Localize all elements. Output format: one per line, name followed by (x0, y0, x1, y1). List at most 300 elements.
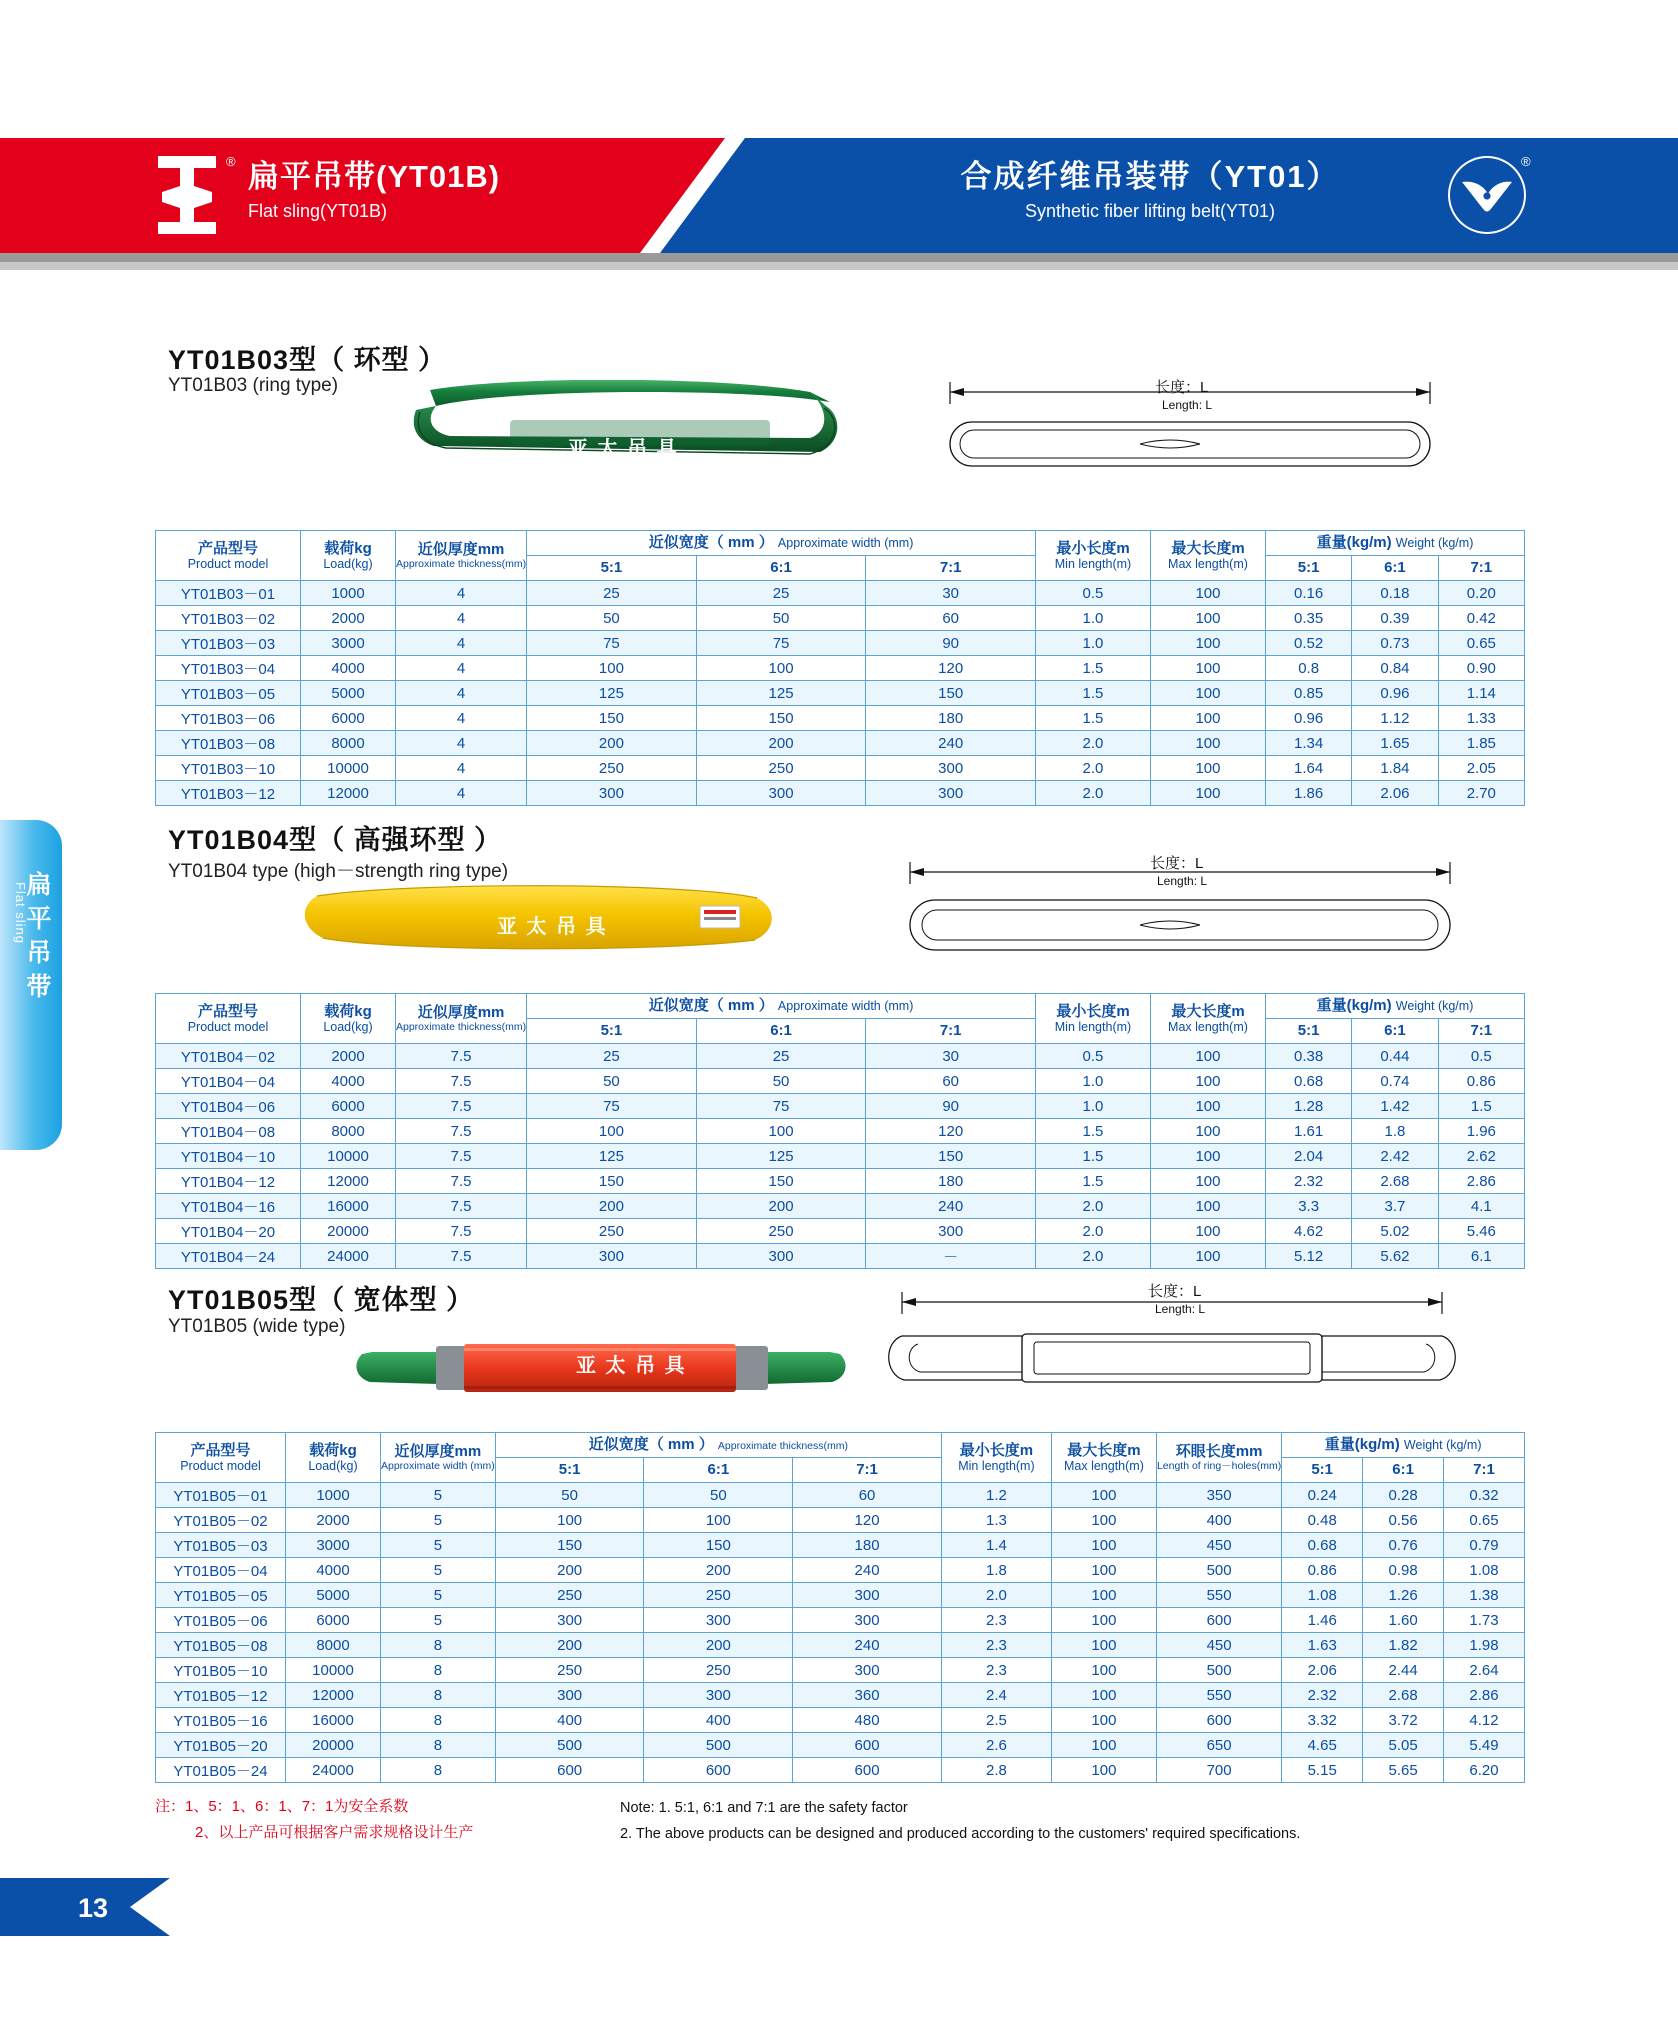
cell-value: 250 (644, 1583, 793, 1608)
cell-value: 600 (793, 1733, 942, 1758)
cell-value: 6000 (286, 1608, 381, 1633)
cell-value: 75 (527, 631, 697, 656)
cell-model: YT01B04－16 (156, 1194, 301, 1219)
table-2-head (156, 994, 1525, 1044)
cell-model: YT01B03－06 (156, 706, 301, 731)
cell-value: 125 (696, 681, 866, 706)
cell-value: 2.68 (1352, 1169, 1438, 1194)
cell-value: 180 (866, 1169, 1036, 1194)
cell-value: 0.48 (1282, 1508, 1363, 1533)
cell-value: 300 (696, 1244, 866, 1269)
cell-value: 2.32 (1282, 1683, 1363, 1708)
th-width-5-1: 5:1 (527, 556, 697, 581)
cell-value: 500 (495, 1733, 644, 1758)
cell-value: 2.0 (941, 1583, 1051, 1608)
th-weight-5-1: 5:1 (1265, 1019, 1351, 1044)
table-row (156, 1244, 1525, 1269)
cell-model: YT01B04－10 (156, 1144, 301, 1169)
table-row (156, 1533, 1525, 1558)
cell-value: 0.20 (1438, 581, 1524, 606)
cell-value: 180 (793, 1533, 942, 1558)
cell-value: 1.0 (1035, 606, 1150, 631)
cell-value: 0.68 (1282, 1533, 1363, 1558)
cell-value: 3.7 (1352, 1194, 1438, 1219)
cell-value: 4.1 (1438, 1194, 1524, 1219)
cell-model: YT01B05－04 (156, 1558, 286, 1583)
cell-value: 240 (793, 1633, 942, 1658)
cell-value: 100 (644, 1508, 793, 1533)
cell-value: 1.61 (1265, 1119, 1351, 1144)
table-row (156, 1094, 1525, 1119)
cell-value: 100 (1150, 1244, 1265, 1269)
cell-value: 0.86 (1282, 1558, 1363, 1583)
cell-model: YT01B05－10 (156, 1658, 286, 1683)
th-thickness: 近似厚度mm Approximate thickness(mm) (396, 994, 527, 1044)
cell-value: 100 (1051, 1733, 1156, 1758)
th-thickness: 近似厚度mm Approximate width (mm) (381, 1433, 496, 1483)
th-model: 产品型号 Product model (156, 531, 301, 581)
cell-value: 100 (495, 1508, 644, 1533)
company-logo-icon (152, 152, 222, 238)
spec-table-yt01b03 (155, 530, 1525, 806)
cell-value: 8 (381, 1758, 496, 1783)
cell-value: 200 (696, 1194, 866, 1219)
cell-value: 400 (644, 1708, 793, 1733)
section-3-title-cn: YT01B05型（ 宽体型 ） (168, 1285, 475, 1315)
brand-badge (1448, 156, 1526, 234)
cell-model: YT01B05－24 (156, 1758, 286, 1783)
cell-value: 100 (1150, 1144, 1265, 1169)
cell-value: 1.28 (1265, 1094, 1351, 1119)
th-width-6-1: 6:1 (696, 556, 866, 581)
cell-value: 7.5 (396, 1219, 527, 1244)
cell-value: 650 (1156, 1733, 1281, 1758)
cell-value: 100 (1051, 1658, 1156, 1683)
th-model: 产品型号 Product model (156, 1433, 286, 1483)
cell-value: 8 (381, 1683, 496, 1708)
cell-value: 2.68 (1363, 1683, 1444, 1708)
cell-value: 300 (644, 1683, 793, 1708)
cell-value: 1.2 (941, 1483, 1051, 1508)
cell-value: 8 (381, 1658, 496, 1683)
cell-value: 4 (396, 631, 527, 656)
cell-value: 4.65 (1282, 1733, 1363, 1758)
cell-value: 1.8 (1352, 1119, 1438, 1144)
table-row (156, 1194, 1525, 1219)
cell-value: 8000 (301, 1119, 396, 1144)
diagram-2-length-en: Length: L (1157, 874, 1208, 888)
table-row (156, 1683, 1525, 1708)
cell-value: 150 (866, 681, 1036, 706)
cell-value: 0.35 (1265, 606, 1351, 631)
cell-value: － (866, 1244, 1036, 1269)
cell-model: YT01B05－05 (156, 1583, 286, 1608)
cell-model: YT01B05－01 (156, 1483, 286, 1508)
table-row (156, 1483, 1525, 1508)
cell-value: 250 (527, 756, 697, 781)
cell-value: 25 (696, 1044, 866, 1069)
cell-value: 1.96 (1438, 1119, 1524, 1144)
cell-model: YT01B03－02 (156, 606, 301, 631)
cell-value: 200 (495, 1558, 644, 1583)
th-weight-group: 重量(kg/m) Weight (kg/m) (1265, 994, 1524, 1019)
th-weight-7-1: 7:1 (1438, 1019, 1524, 1044)
th-width-7-1: 7:1 (793, 1458, 942, 1483)
cell-value: 300 (527, 781, 697, 806)
cell-value: 8 (381, 1708, 496, 1733)
cell-value: 3.3 (1265, 1194, 1351, 1219)
cell-value: 7.5 (396, 1044, 527, 1069)
th-ring-hole-length: 环眼长度mm Length of ring－holes(mm) (1156, 1433, 1281, 1483)
cell-value: 120 (793, 1508, 942, 1533)
cell-value: 250 (495, 1658, 644, 1683)
cell-value: 5 (381, 1508, 496, 1533)
cell-value: 2.86 (1444, 1683, 1525, 1708)
cell-value: 100 (1150, 1044, 1265, 1069)
cell-value: 1.14 (1438, 681, 1524, 706)
cell-value: 150 (527, 706, 697, 731)
cell-model: YT01B03－08 (156, 731, 301, 756)
cell-value: 200 (527, 1194, 697, 1219)
cell-value: 240 (866, 731, 1036, 756)
cell-value: 300 (644, 1608, 793, 1633)
cell-value: 4.12 (1444, 1708, 1525, 1733)
th-min-length: 最小长度m Min length(m) (941, 1433, 1051, 1483)
cell-value: 300 (495, 1608, 644, 1633)
cell-value: 0.16 (1265, 581, 1351, 606)
cell-value: 4 (396, 731, 527, 756)
cell-model: YT01B04－04 (156, 1069, 301, 1094)
cell-value: 120 (866, 656, 1036, 681)
cell-value: 150 (866, 1144, 1036, 1169)
section-3-title-en: YT01B05 (wide type) (168, 1316, 346, 1337)
header-left-title-en: Flat sling(YT01B) (248, 201, 388, 221)
cell-value: 12000 (301, 1169, 396, 1194)
cell-value: 0.38 (1265, 1044, 1351, 1069)
cell-value: 1.0 (1035, 1094, 1150, 1119)
cell-value: 4000 (286, 1558, 381, 1583)
cell-value: 1.8 (941, 1558, 1051, 1583)
cell-value: 100 (527, 1119, 697, 1144)
cell-value: 200 (644, 1558, 793, 1583)
cell-value: 1.98 (1444, 1633, 1525, 1658)
cell-value: 300 (866, 1219, 1036, 1244)
th-weight-6-1: 6:1 (1352, 556, 1438, 581)
cell-value: 1.5 (1035, 656, 1150, 681)
cell-value: 100 (1051, 1633, 1156, 1658)
cell-value: 250 (527, 1219, 697, 1244)
cell-value: 1.5 (1035, 681, 1150, 706)
cell-value: 1.82 (1363, 1633, 1444, 1658)
cell-value: 0.85 (1265, 681, 1351, 706)
header-left-title-cn: 扁平吊带(YT01B) (248, 159, 501, 194)
table-row (156, 1069, 1525, 1094)
cell-value: 100 (1150, 1094, 1265, 1119)
th-width-5-1: 5:1 (527, 1019, 697, 1044)
cell-value: 250 (696, 756, 866, 781)
cell-value: 100 (1150, 1194, 1265, 1219)
cell-value: 24000 (286, 1758, 381, 1783)
cell-value: 250 (495, 1583, 644, 1608)
cell-value: 0.44 (1352, 1044, 1438, 1069)
notes-en-line-1: Note: 1. 5:1, 6:1 and 7:1 are the safety factor (620, 1800, 908, 1816)
notes-cn-line-2: 2、以上产品可根据客户需求规格设计生产 (195, 1824, 474, 1841)
cell-value: 2.86 (1438, 1169, 1524, 1194)
cell-value: 100 (1150, 706, 1265, 731)
cell-model: YT01B05－03 (156, 1533, 286, 1558)
th-width-6-1: 6:1 (644, 1458, 793, 1483)
cell-value: 2.32 (1265, 1169, 1351, 1194)
cell-value: 250 (644, 1658, 793, 1683)
cell-value: 2.42 (1352, 1144, 1438, 1169)
cell-value: 0.84 (1352, 656, 1438, 681)
section-2-title-en: YT01B04 type (high－strength ring type) (168, 861, 509, 882)
cell-value: 5.65 (1363, 1758, 1444, 1783)
cell-value: 100 (1150, 781, 1265, 806)
th-max-length: 最大长度m Max length(m) (1051, 1433, 1156, 1483)
cell-value: 1.0 (1035, 1069, 1150, 1094)
table-row (156, 1583, 1525, 1608)
table-row (156, 1219, 1525, 1244)
cell-value: 3000 (301, 631, 396, 656)
table-1-body (156, 581, 1525, 806)
cell-value: 450 (1156, 1633, 1281, 1658)
cell-value: 2.05 (1438, 756, 1524, 781)
cell-value: 0.52 (1265, 631, 1351, 656)
cell-value: 4000 (301, 656, 396, 681)
cell-value: 1.84 (1352, 756, 1438, 781)
cell-value: 300 (495, 1683, 644, 1708)
cell-value: 1.46 (1282, 1608, 1363, 1633)
th-weight-5-1: 5:1 (1282, 1458, 1363, 1483)
cell-value: 1.5 (1035, 706, 1150, 731)
diagram-1-length-en: Length: L (1162, 398, 1213, 412)
cell-value: 2.3 (941, 1658, 1051, 1683)
product-photo-brand-text-3: 亚 太 吊 具 (576, 1355, 687, 1377)
cell-value: 100 (1150, 756, 1265, 781)
cell-value: 0.24 (1282, 1483, 1363, 1508)
cell-value: 12000 (286, 1683, 381, 1708)
th-min-length: 最小长度m Min length(m) (1035, 531, 1150, 581)
cell-value: 6.1 (1438, 1244, 1524, 1269)
cell-value: 3.72 (1363, 1708, 1444, 1733)
th-load: 载荷kg Load(kg) (301, 994, 396, 1044)
table-row (156, 1558, 1525, 1583)
cell-value: 0.90 (1438, 656, 1524, 681)
cell-value: 1.5 (1035, 1169, 1150, 1194)
cell-value: 75 (527, 1094, 697, 1119)
cell-value: 100 (1150, 1069, 1265, 1094)
cell-value: 7.5 (396, 1069, 527, 1094)
page-header (0, 138, 1678, 253)
cell-value: 12000 (301, 781, 396, 806)
table-row (156, 1144, 1525, 1169)
cell-value: 2.0 (1035, 756, 1150, 781)
cell-value: 300 (866, 756, 1036, 781)
cell-value: 4 (396, 681, 527, 706)
th-weight-7-1: 7:1 (1444, 1458, 1525, 1483)
cell-value: 300 (866, 781, 1036, 806)
cell-value: 7.5 (396, 1094, 527, 1119)
cell-value: 100 (1051, 1758, 1156, 1783)
spec-table-yt01b05 (155, 1432, 1525, 1783)
cell-value: 30 (866, 1044, 1036, 1069)
cell-value: 0.18 (1352, 581, 1438, 606)
table-row (156, 606, 1525, 631)
cell-value: 500 (644, 1733, 793, 1758)
cell-value: 4 (396, 581, 527, 606)
cell-value: 90 (866, 631, 1036, 656)
cell-value: 5 (381, 1483, 496, 1508)
cell-value: 2.62 (1438, 1144, 1524, 1169)
cell-model: YT01B05－06 (156, 1608, 286, 1633)
cell-value: 300 (793, 1658, 942, 1683)
cell-value: 4 (396, 756, 527, 781)
cell-model: YT01B05－20 (156, 1733, 286, 1758)
th-model: 产品型号 Product model (156, 994, 301, 1044)
spec-table-yt01b04 (155, 993, 1525, 1269)
cell-value: 1.60 (1363, 1608, 1444, 1633)
table-row (156, 1044, 1525, 1069)
cell-value: 100 (1051, 1683, 1156, 1708)
cell-value: 2000 (301, 606, 396, 631)
cell-model: YT01B03－10 (156, 756, 301, 781)
table-2-body (156, 1044, 1525, 1269)
cell-value: 0.86 (1438, 1069, 1524, 1094)
cell-value: 0.39 (1352, 606, 1438, 631)
cell-value: 2.44 (1363, 1658, 1444, 1683)
cell-value: 100 (527, 656, 697, 681)
cell-value: 150 (696, 1169, 866, 1194)
cell-value: 0.32 (1444, 1483, 1525, 1508)
cell-value: 200 (495, 1633, 644, 1658)
cell-value: 50 (495, 1483, 644, 1508)
cell-value: 0.74 (1352, 1069, 1438, 1094)
cell-value: 5.02 (1352, 1219, 1438, 1244)
cell-value: 10000 (286, 1658, 381, 1683)
cell-value: 0.5 (1035, 1044, 1150, 1069)
cell-value: 2.8 (941, 1758, 1051, 1783)
cell-value: 0.96 (1265, 706, 1351, 731)
badge-registered-mark: ® (1521, 154, 1531, 169)
table-row (156, 1119, 1525, 1144)
th-load: 载荷kg Load(kg) (301, 531, 396, 581)
cell-value: 0.56 (1363, 1508, 1444, 1533)
cell-value: 1.12 (1352, 706, 1438, 731)
cell-value: 7.5 (396, 1194, 527, 1219)
cell-value: 7.5 (396, 1244, 527, 1269)
table-1-head (156, 531, 1525, 581)
table-row (156, 756, 1525, 781)
th-thickness: 近似厚度mm Approximate thickness(mm) (396, 531, 527, 581)
th-weight-group: 重量(kg/m) Weight (kg/m) (1282, 1433, 1525, 1458)
cell-value: 5.46 (1438, 1219, 1524, 1244)
cell-value: 100 (1051, 1558, 1156, 1583)
cell-value: 6000 (301, 706, 396, 731)
cell-value: 600 (1156, 1708, 1281, 1733)
cell-value: 1.5 (1438, 1094, 1524, 1119)
table-row (156, 1633, 1525, 1658)
table-1-header-row-1 (156, 531, 1525, 556)
cell-value: 8000 (286, 1633, 381, 1658)
cell-value: 10000 (301, 756, 396, 781)
cell-value: 100 (1150, 656, 1265, 681)
cell-value: 550 (1156, 1683, 1281, 1708)
cell-value: 75 (696, 1094, 866, 1119)
th-width-5-1: 5:1 (495, 1458, 644, 1483)
cell-value: 7.5 (396, 1144, 527, 1169)
cell-value: 1.86 (1265, 781, 1351, 806)
th-width-group: 近似宽度（ mm ） Approximate thickness(mm) (495, 1433, 941, 1458)
cell-value: 2.0 (1035, 781, 1150, 806)
cell-value: 4 (396, 606, 527, 631)
cell-model: YT01B05－16 (156, 1708, 286, 1733)
table-2-header-row-1 (156, 994, 1525, 1019)
table-3-body (156, 1483, 1525, 1783)
product-photo-brand-text-2: 亚 太 吊 具 (497, 916, 608, 938)
cell-model: YT01B04－08 (156, 1119, 301, 1144)
cell-value: 500 (1156, 1658, 1281, 1683)
cell-value: 2.0 (1035, 1219, 1150, 1244)
cell-value: 1.73 (1444, 1608, 1525, 1633)
cell-value: 4 (396, 656, 527, 681)
cell-value: 1000 (301, 581, 396, 606)
th-load: 载荷kg Load(kg) (286, 1433, 381, 1483)
cell-value: 2.6 (941, 1733, 1051, 1758)
cell-value: 1.34 (1265, 731, 1351, 756)
cell-value: 5.15 (1282, 1758, 1363, 1783)
cell-value: 2.70 (1438, 781, 1524, 806)
cell-value: 0.76 (1363, 1533, 1444, 1558)
cell-value: 8000 (301, 731, 396, 756)
cell-value: 0.65 (1444, 1508, 1525, 1533)
th-weight-6-1: 6:1 (1352, 1019, 1438, 1044)
diagram-3-length-cn: 长度：L (1148, 1283, 1202, 1300)
table-row (156, 1658, 1525, 1683)
th-width-group: 近似宽度（ mm ） Approximate width (mm) (527, 531, 1036, 556)
header-divider-bar-light (0, 262, 1678, 270)
cell-value: 1.0 (1035, 631, 1150, 656)
cell-value: 25 (527, 1044, 697, 1069)
cell-value: 0.42 (1438, 606, 1524, 631)
cell-value: 2.4 (941, 1683, 1051, 1708)
table-row (156, 1758, 1525, 1783)
cell-value: 75 (696, 631, 866, 656)
th-weight-6-1: 6:1 (1363, 1458, 1444, 1483)
section-1-title-en: YT01B03 (ring type) (168, 375, 339, 396)
cell-value: 90 (866, 1094, 1036, 1119)
table-row (156, 581, 1525, 606)
cell-value: 16000 (286, 1708, 381, 1733)
cell-value: 600 (644, 1758, 793, 1783)
cell-value: 250 (696, 1219, 866, 1244)
th-width-7-1: 7:1 (866, 1019, 1036, 1044)
cell-value: 600 (793, 1758, 942, 1783)
th-weight-group: 重量(kg/m) Weight (kg/m) (1265, 531, 1524, 556)
cell-model: YT01B05－08 (156, 1633, 286, 1658)
table-row (156, 631, 1525, 656)
table-3-head (156, 1433, 1525, 1483)
cell-value: 7.5 (396, 1119, 527, 1144)
cell-value: 100 (1150, 731, 1265, 756)
cell-value: 100 (1051, 1483, 1156, 1508)
cell-value: 360 (793, 1683, 942, 1708)
cell-value: 0.8 (1265, 656, 1351, 681)
th-max-length: 最大长度m Max length(m) (1150, 531, 1265, 581)
cell-value: 5 (381, 1533, 496, 1558)
cell-value: 1.38 (1444, 1583, 1525, 1608)
cell-value: 125 (527, 1144, 697, 1169)
